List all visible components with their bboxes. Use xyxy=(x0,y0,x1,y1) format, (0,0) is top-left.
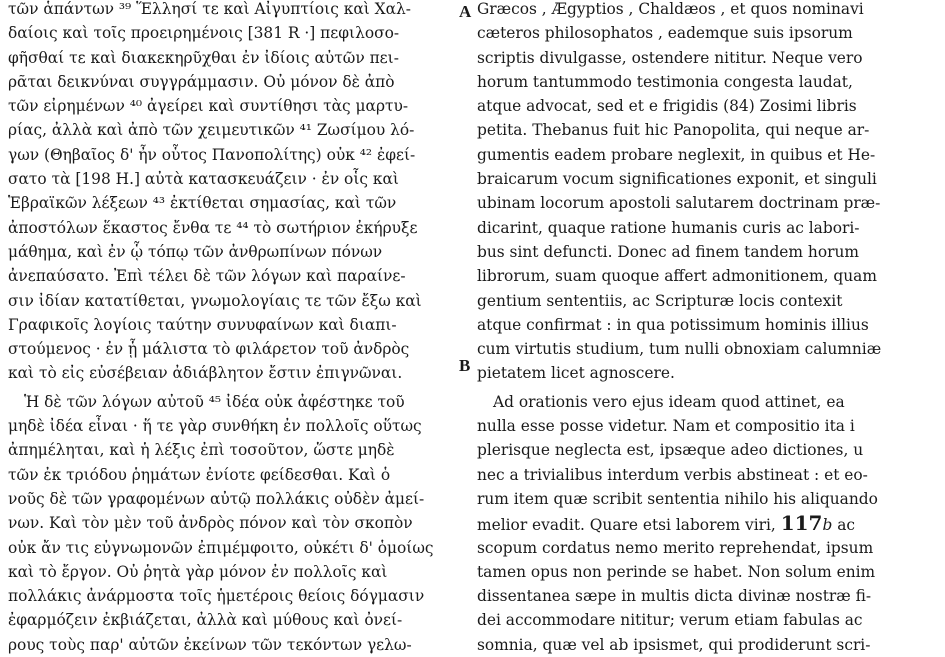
text-line: τῶν ἐκ τριόδου ῥημάτων ἐνίοτε φείδεσθαι. Καὶ ὁ xyxy=(8,465,391,484)
text-line: Græcos , Ægyptios , Chaldæos , et quos nominavi xyxy=(477,0,864,18)
text-line: πολλάκις ἀνάρμοστα τοῖς ἡμετέροις θείοις δόγμασιν xyxy=(8,587,425,606)
text-line: rum item quæ scribit sententia nihilo his aliquando xyxy=(477,489,878,508)
margin-letter-b: B xyxy=(459,356,471,375)
text-fragment: ac xyxy=(832,516,856,535)
text-line: σιν ἰδίαν κατατίθεται, γνωμολογίαις τε τῶν ἔξω καὶ xyxy=(8,291,422,310)
greek-paragraph-2 xyxy=(8,390,456,657)
latin-paragraph-2 xyxy=(477,390,943,657)
text-line: γων (Θηβαῖος δ' ἦν οὗτος Πανοπολίτης) οὐκ ⁴² ἐφεί- xyxy=(8,145,416,164)
text-fragment: melior evadit. Quare etsi laborem viri, xyxy=(477,516,776,535)
text-line: petita. Thebanus fuit hic Panopolita, qui neque ar- xyxy=(477,121,870,140)
text-line: braicarum vocum significationes exponit, et singuli xyxy=(477,170,877,189)
text-line: gumentis eadem probare neglexit, in quibus et He- xyxy=(477,145,876,164)
text-line: scopum cordatus nemo merito reprehendat, ipsum xyxy=(477,538,874,557)
text-line: τῶν εἰρημένων ⁴⁰ ἀγείρει καὶ συντίθησι τὰς μαρτυ- xyxy=(8,97,409,116)
text-line: ἀνεπαύσατο. Ἐπὶ τέλει δὲ τῶν λόγων καὶ παραίνε- xyxy=(8,267,406,286)
text-line: ρίας, ἀλλὰ καὶ ἀπὸ τῶν χειμευτικῶν ⁴¹ Ζωσίμου λό- xyxy=(8,121,415,140)
text-line-with-page-mark xyxy=(477,511,943,535)
latin-paragraph-1 xyxy=(477,0,943,386)
text-line: atque confirmat : in qua potissimum hominis illius xyxy=(477,315,869,334)
text-line: σατο τὰ [198 H.] αὐτὰ κατασκευάζειν · ἐν οἷς καὶ xyxy=(8,170,399,189)
text-line: φῆσθαί τε καὶ διακεκηρῦχθαι ἐν ἰδίοις αὐτῶν πει- xyxy=(8,48,399,67)
page-mark: 117 xyxy=(780,511,823,536)
text-line: dissentanea sæpe in multis dicta divinæ nostræ fi- xyxy=(477,587,872,606)
text-line: οὐκ ἄν τις εὐγνωμονῶν ἐπιμέμφοιτο, οὐκέτι δ' ὁμοίως xyxy=(8,538,434,557)
greek-column xyxy=(8,0,456,657)
text-line: pietatem licet agnoscere. xyxy=(477,364,675,383)
latin-column xyxy=(477,0,943,657)
text-line: scriptis divulgasse, ostendere nititur. Neque vero xyxy=(477,48,863,67)
text-line: μηδὲ ἰδέα εἶναι · ἥ τε γὰρ συνθήκη ἐν πολλοῖς οὕτως xyxy=(8,417,422,436)
text-line: tamen opus non perinde se habet. Non solum enim xyxy=(477,562,876,581)
text-line: ἀποστόλων ἕκαστος ἔνθα τε ⁴⁴ τὸ σωτήριον ἐκήρυξε xyxy=(8,218,418,237)
text-line: ἐφαρμόζειν ἐκβιάζεται, ἀλλὰ καὶ μύθους καὶ ὀνεί- xyxy=(8,611,403,630)
text-line: librorum, suam quoque affert admonitionem, quam xyxy=(477,267,877,286)
text-line: Ad orationis vero ejus ideam quod attinet, ea xyxy=(493,392,845,411)
text-line: Γραφικοῖς λογίοις ταύτην συνυφαίνων καὶ διαπι- xyxy=(8,315,397,334)
text-line: nulla esse posse videtur. Nam et compositio ita i xyxy=(477,417,855,436)
text-line: dei accommodare nititur; verum etiam fabulas ac xyxy=(477,611,863,630)
text-line: ρᾶται δεικνύναι συγγράμμασιν. Οὐ μόνον δὲ ἀπὸ xyxy=(8,72,395,91)
text-line: dicarint, quaque ratione humanis curis ac labori- xyxy=(477,218,860,237)
text-line: ρους τοὺς παρ' αὐτῶν ἐκείνων τῶν τεκόντων γελω- xyxy=(8,635,412,654)
text-line: plerisque neglecta est, ipsæque adeo dictiones, u xyxy=(477,441,864,460)
text-line: στούμενος · ἐν ᾗ μάλιστα τὸ φιλάρετον τοῦ ἀνδρὸς xyxy=(8,340,410,359)
text-line: cæteros philosophatos , eademque suis ipsorum xyxy=(477,24,853,43)
text-line: μάθημα, καὶ ἐν ᾧ τόπῳ τῶν ἀνθρωπίνων πόνων xyxy=(8,242,383,261)
text-line: ubinam locorum apostoli salutarem doctrinam præ- xyxy=(477,194,881,213)
text-line: νων. Καὶ τὸν μὲν τοῦ ἀνδρὸς πόνον καὶ τὸν σκοπὸν xyxy=(8,514,413,533)
text-line: καὶ τὸ ἔργον. Οὐ ῥητὰ γὰρ μόνον ἐν πολλοῖς καὶ xyxy=(8,562,388,581)
text-line: τῶν ἁπάντων ³⁹ Ἕλλησί τε καὶ Αἰγυπτίοις καὶ Χαλ- xyxy=(8,0,411,18)
text-line: δαίοις καὶ τοῖς προειρημένοις [381 R ·] πεφιλοσο- xyxy=(8,24,400,43)
text-line: νοῦς δὲ τῶν γραφομένων αὐτῷ πολλάκις οὐδὲν ἀμεί- xyxy=(8,489,425,508)
text-line: bus sint defuncti. Donec ad finem tandem horum xyxy=(477,242,859,261)
margin-letter-a: A xyxy=(459,2,472,21)
text-line: atque advocat, sed et e frigidis (84) Zosimi libris xyxy=(477,97,857,116)
text-line: ἀπημέληται, καὶ ἡ λέξις ἐπὶ τοσοῦτον, ὥστε μηδὲ xyxy=(8,441,395,460)
greek-paragraph-1 xyxy=(8,0,456,386)
text-line: somnia, quæ vel ab ipsismet, qui prodiderunt scri- xyxy=(477,635,871,654)
text-line: cum virtutis studium, tum nulli obnoxiam calumniæ xyxy=(477,340,882,359)
text-line: horum tantummodo testimonia congesta laudat, xyxy=(477,72,853,91)
text-line: gentium sententiis, ac Scripturæ locis contexit xyxy=(477,291,843,310)
text-line: nec a trivialibus interdum verbis abstineat : et eo- xyxy=(477,465,868,484)
text-line: καὶ τὸ εἰς εὐσέβειαν ἀδιάβλητον ἔστιν ἐπιγνῶναι. xyxy=(8,364,403,383)
page-mark-suffix: b xyxy=(822,516,833,535)
text-line: Ἑβραϊκῶν λέξεων ⁴³ ἐκτίθεται σημασίας, καὶ τῶν xyxy=(8,194,397,213)
text-line: Ἡ δὲ τῶν λόγων αὐτοῦ ⁴⁵ ἰδέα οὐκ ἀφέστηκε τοῦ xyxy=(24,392,405,411)
